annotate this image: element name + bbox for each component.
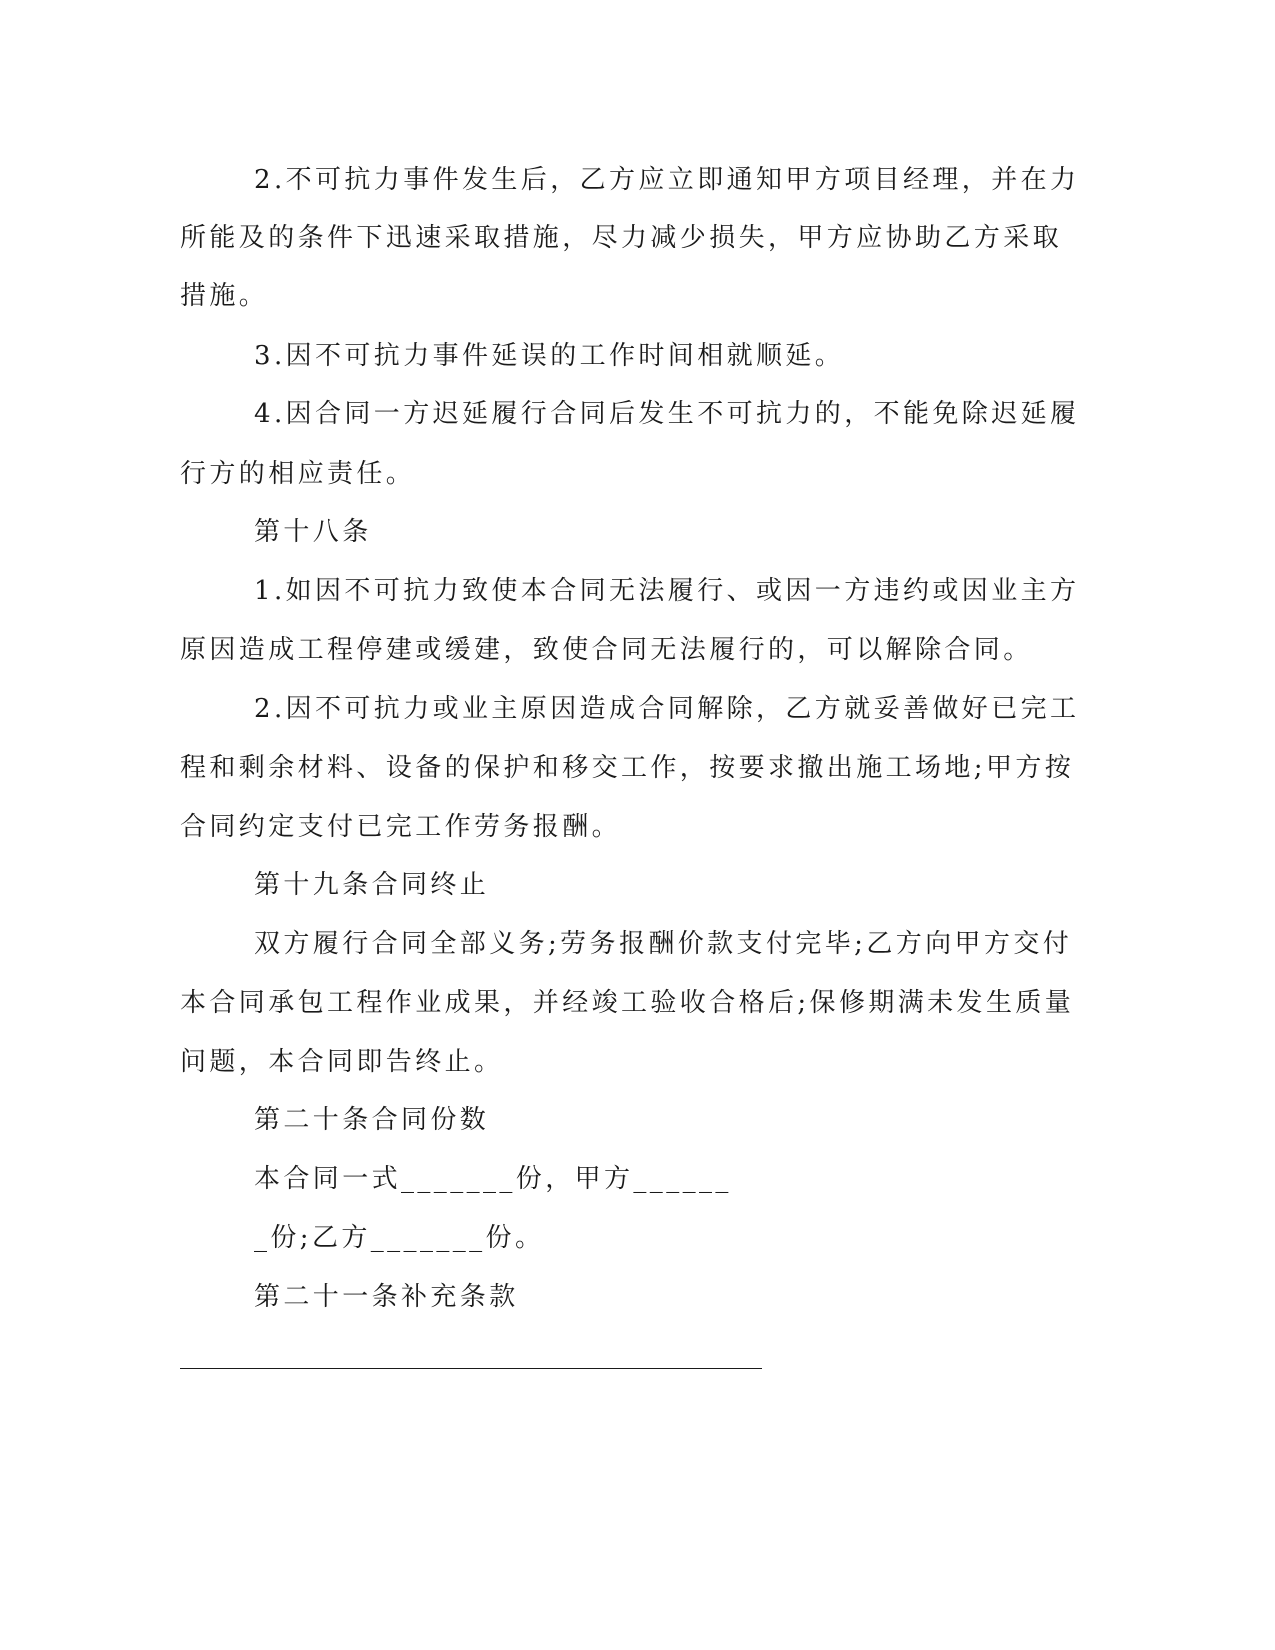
paragraph-line: 本合同承包工程作业成果，并经竣工验收合格后;保修期满未发生质量 (180, 988, 1075, 1018)
paragraph-line: 原因造成工程停建或缓建，致使合同无法履行的，可以解除合同。 (180, 635, 1033, 665)
paragraph-line: 3.因不可抗力事件延误的工作时间相就顺延。 (254, 341, 845, 371)
paragraph-line: 1.如因不可抗力致使本合同无法履行、或因一方违约或因业主方 (254, 576, 1080, 606)
paragraph-line: 所能及的条件下迅速采取措施，尽力减少损失，甲方应协助乙方采取 (180, 223, 1063, 253)
paragraph-line: 合同约定支付已完工作劳务报酬。 (180, 812, 622, 842)
blank-fill-line (180, 1368, 762, 1369)
paragraph-line: 行方的相应责任。 (180, 459, 416, 489)
section-heading: 第二十一条补充条款 (254, 1282, 519, 1312)
paragraph-line: 2.因不可抗力或业主原因造成合同解除，乙方就妥善做好已完工 (254, 694, 1080, 724)
paragraph-line: 措施。 (180, 281, 269, 311)
section-heading: 第二十条合同份数 (254, 1105, 490, 1135)
section-heading: 第十九条合同终止 (254, 870, 490, 900)
paragraph-line: 2.不可抗力事件发生后，乙方应立即通知甲方项目经理，并在力 (254, 165, 1080, 195)
paragraph-line: 问题，本合同即告终止。 (180, 1047, 504, 1077)
paragraph-line: 程和剩余材料、设备的保护和移交工作，按要求撤出施工场地;甲方按 (180, 753, 1075, 783)
paragraph-line: 4.因合同一方迟延履行合同后发生不可抗力的，不能免除迟延履 (254, 399, 1080, 429)
paragraph-line: _份;乙方_______份。 (254, 1223, 545, 1253)
section-heading: 第十八条 (254, 517, 372, 547)
paragraph-line: 本合同一式_______份，甲方______ (254, 1164, 732, 1194)
paragraph-line: 双方履行合同全部义务;劳务报酬价款支付完毕;乙方向甲方交付 (254, 929, 1073, 959)
